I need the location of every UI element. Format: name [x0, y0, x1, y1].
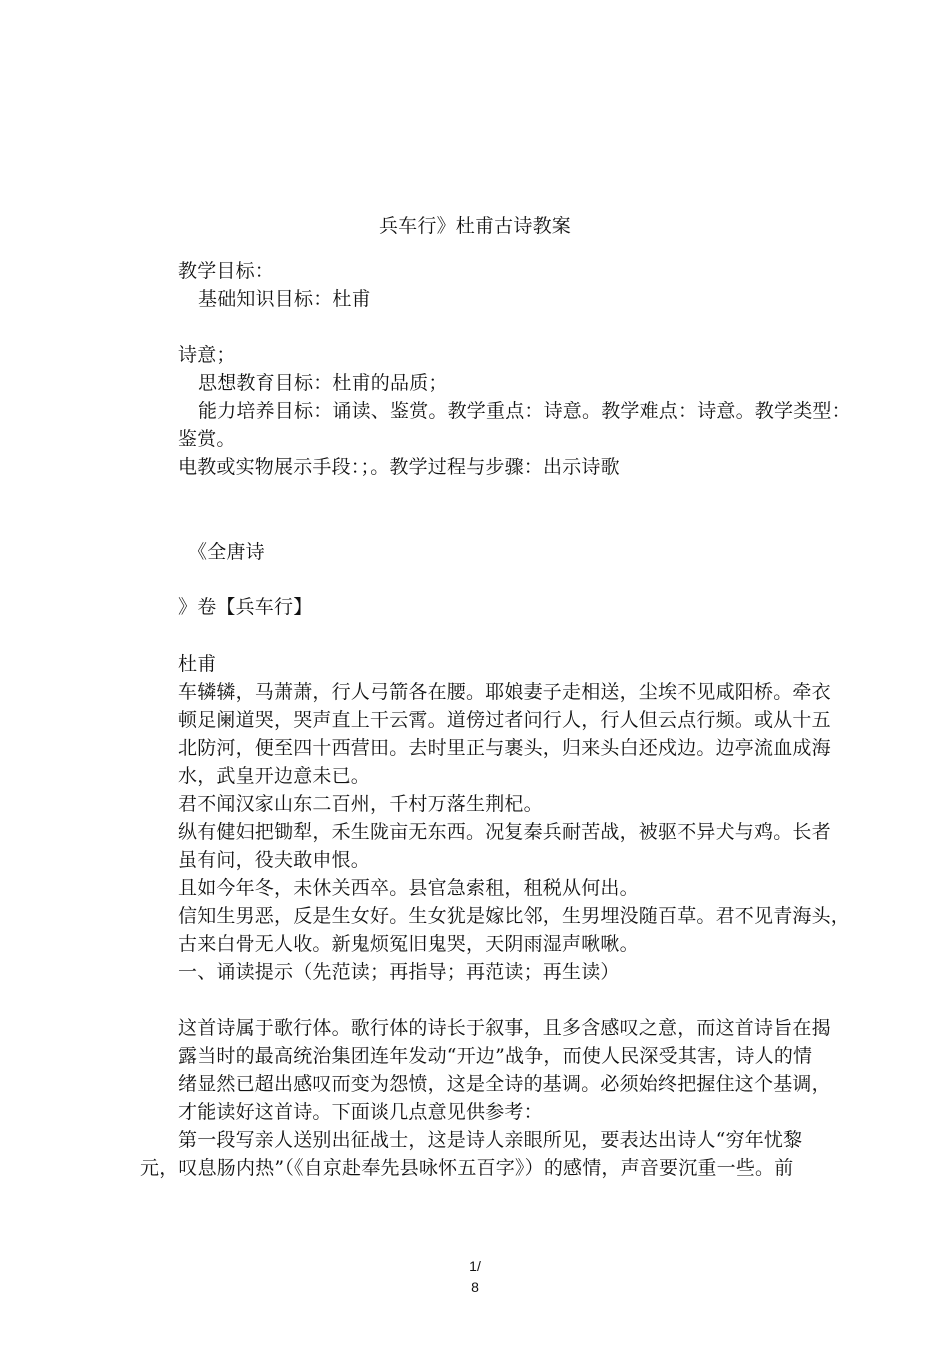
text-line: 思想教育目标：杜甫的品质； [198, 372, 448, 394]
text-line: 能力培养目标：诵读、鉴赏。教学重点：诗意。教学难点：诗意。教学类型： [198, 400, 851, 422]
text-line: 基础知识目标：杜甫 [198, 288, 371, 310]
text-line: 才能读好这首诗。下面谈几点意见供参考： [178, 1101, 543, 1123]
page-number: 1/ [469, 1258, 481, 1274]
poem-line: 信知生男恶，反是生女好。生女犹是嫁比邻，生男埋没随百草。君不见青海头， [178, 905, 851, 927]
poem-line: 君不闻汉家山东二百州，千村万落生荆杞。 [178, 793, 543, 815]
section-heading: 一、诵读提示（先范读；再指导；再范读；再生读） [178, 961, 620, 983]
poem-line: 顿足阑道哭，哭声直上干云霄。道傍过者问行人，行人但云点行频。或从十五 [178, 709, 831, 731]
poem-line: 纵有健妇把锄犁，禾生陇亩无东西。况复秦兵耐苦战，被驱不异犬与鸡。长者 [178, 821, 831, 843]
poem-line: 古来白骨无人收。新鬼烦冤旧鬼哭，天阴雨湿声啾啾。 [178, 933, 639, 955]
text-line: 绪显然已超出感叹而变为怨愤，这是全诗的基调。必须始终把握住这个基调， [178, 1073, 831, 1095]
poem-line: 且如今年冬，未休关西卒。县官急索租，租税从何出。 [178, 877, 639, 899]
text-line: 电教或实物展示手段：；。教学过程与步骤：出示诗歌 [178, 456, 620, 478]
text-line: 第一段写亲人送别出征战士，这是诗人亲眼所见，要表达出诗人“穷年忧黎 [178, 1129, 803, 1151]
poem-line: 车辚辚，马萧萧，行人弓箭各在腰。耶娘妻子走相送，尘埃不见咸阳桥。牵衣 [178, 681, 831, 703]
poem-line: 北防河，便至四十西营田。去时里正与裹头，归来头白还戍边。边亭流血成海 [178, 737, 831, 759]
text-line: 》卷【兵车行】 [178, 596, 313, 618]
text-line: 元，叹息肠内热”（《自京赴奉先县咏怀五百字》）的感情，声音要沉重一些。前 [140, 1157, 794, 1179]
text-line: 鉴赏。 [178, 428, 236, 450]
text-line: 这首诗属于歌行体。歌行体的诗长于叙事，且多含感叹之意，而这首诗旨在揭 [178, 1017, 831, 1039]
poem-line: 虽有问，役夫敢申恨。 [178, 849, 371, 871]
document-title: 兵车行》杜甫古诗教案 [378, 215, 571, 237]
text-line: 教学目标： [178, 260, 275, 282]
text-line: 诗意； [178, 344, 236, 366]
text-line: 《全唐诗 [188, 541, 265, 563]
poem-line: 水，武皇开边意未已。 [178, 765, 371, 787]
page-total: 8 [471, 1279, 479, 1295]
text-line: 杜甫 [178, 653, 217, 675]
text-line: 露当时的最高统治集团连年发动“开边”战争，而使人民深受其害，诗人的情 [178, 1045, 813, 1067]
